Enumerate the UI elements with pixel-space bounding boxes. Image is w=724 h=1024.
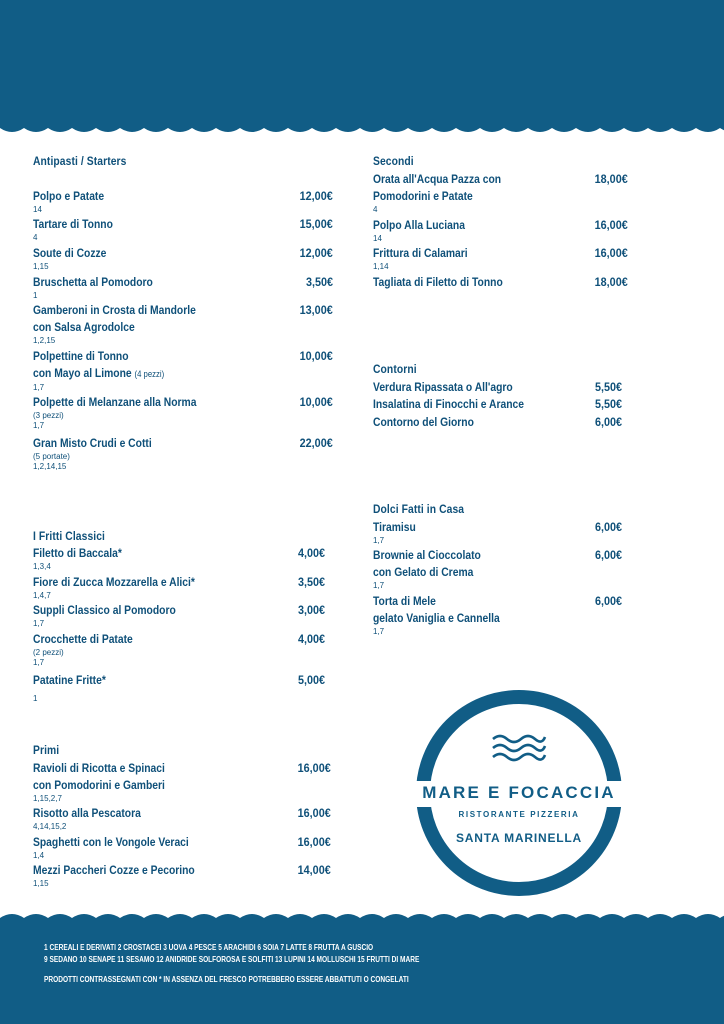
menu-item — [373, 396, 622, 413]
menu-item — [373, 414, 622, 431]
item-price: 3,00€ — [297, 603, 325, 617]
item-name-line2: Pomodorini e Patate — [373, 189, 473, 203]
item-allergens: 1,2,14,15 — [33, 462, 67, 471]
secondi-section — [373, 154, 628, 168]
item-allergens: 1,15,2,7 — [33, 794, 62, 803]
menu-item — [33, 805, 331, 832]
menu-item — [33, 760, 331, 804]
item-price: 5,00€ — [297, 673, 325, 687]
item-portion-note: (5 portate) — [33, 452, 70, 461]
item-price: 16,00€ — [594, 218, 628, 232]
item-name-line2 — [33, 365, 291, 383]
fritti-section — [33, 529, 333, 543]
item-price: 5,50€ — [594, 380, 622, 394]
item-name: Suppli Classico al Pomodoro — [33, 603, 176, 617]
item-name: Polpettine di Tonno — [33, 349, 129, 363]
item-name-line2: con Salsa Agrodolce — [33, 320, 135, 334]
menu-item — [33, 602, 325, 629]
item-name: Risotto alla Pescatora — [33, 806, 141, 820]
item-allergens: 1,7 — [33, 421, 45, 430]
header-band — [0, 0, 724, 128]
menu-item — [33, 631, 325, 668]
item-portion-note: (2 pezzi) — [33, 648, 64, 657]
item-name: Insalatina di Finocchi e Arance — [373, 397, 525, 411]
logo-subtitle: RISTORANTE PIZZERIA — [458, 810, 580, 819]
item-name: Mezzi Paccheri Cozze e Pecorino — [33, 863, 195, 877]
menu-item — [33, 348, 333, 393]
item-price: 13,00€ — [299, 303, 333, 317]
menu-item — [33, 574, 325, 601]
item-price: 16,00€ — [297, 835, 331, 849]
waves-icon — [491, 733, 547, 763]
menu-item — [33, 394, 333, 431]
item-allergens: 1,14 — [373, 262, 389, 271]
menu-item — [33, 672, 325, 704]
dolci-section — [373, 502, 628, 516]
item-name: Polpo Alla Luciana — [373, 218, 465, 232]
item-name: Filetto di Baccala* — [33, 546, 122, 560]
item-name: Frittura di Calamari — [373, 246, 468, 260]
item-price: 18,00€ — [594, 172, 628, 186]
item-price: 6,00€ — [594, 548, 622, 562]
menu-item — [373, 519, 622, 546]
item-price: 16,00€ — [594, 246, 628, 260]
menu-item — [373, 593, 622, 637]
antipasti-section — [33, 154, 333, 168]
item-allergens: 1,7 — [373, 581, 385, 590]
item-price: 10,00€ — [299, 349, 333, 363]
item-allergens: 1,7 — [373, 536, 385, 545]
item-allergens: 1,2,15 — [33, 336, 56, 345]
item-name: Fiore di Zucca Mozzarella e Alici* — [33, 575, 195, 589]
item-allergens: 1,7 — [33, 619, 45, 628]
menu-item — [373, 547, 622, 591]
item-allergens: 1,4 — [33, 851, 45, 860]
item-name: Verdura Ripassata o All'agro — [373, 380, 513, 394]
item-name: Contorno del Giorno — [373, 415, 474, 429]
item-name: Ravioli di Ricotta e Spinaci — [33, 761, 165, 775]
item-allergens: 1,4,7 — [33, 591, 51, 600]
item-name-line2: gelato Vaniglia e Cannella — [373, 611, 500, 625]
item-price: 4,00€ — [297, 632, 325, 646]
menu-item — [33, 834, 331, 861]
item-name-line2: con Pomodorini e Gamberi — [33, 778, 165, 792]
item-allergens: 4 — [373, 205, 378, 214]
item-portion-note: (4 pezzi) — [134, 369, 165, 379]
item-name: Crocchette di Patate — [33, 632, 133, 646]
item-name: Spaghetti con le Vongole Veraci — [33, 835, 189, 849]
menu-item — [33, 274, 333, 301]
item-portion-note: (3 pezzi) — [33, 411, 64, 420]
item-name: Tiramisu — [373, 520, 416, 534]
item-name: Gamberoni in Crosta di Mandorle — [33, 303, 196, 317]
restaurant-logo — [415, 689, 623, 897]
secondi-title: Secondi — [373, 154, 414, 168]
item-price: 5,50€ — [594, 397, 622, 411]
menu-item — [373, 217, 628, 244]
dolci-title: Dolci Fatti in Casa — [373, 502, 465, 516]
logo-name: MARE E FOCACCIA — [422, 783, 616, 802]
item-allergens: 4 — [33, 233, 38, 242]
item-price: 4,00€ — [297, 546, 325, 560]
item-allergens: 1,3,4 — [33, 562, 51, 571]
item-name: Orata all'Acqua Pazza con — [373, 172, 502, 186]
item-allergens: 1,7 — [33, 383, 45, 392]
bottom-wave-border — [0, 910, 724, 926]
item-price: 14,00€ — [297, 863, 331, 877]
frozen-notice: PRODOTTI CONTRASSEGNATI CON * IN ASSENZA DEL FRESCO POTREBBERO ESSERE ABBATTUTI O CONGELATI — [44, 975, 409, 984]
item-name: Brownie al Cioccolato — [373, 548, 481, 562]
item-price: 12,00€ — [299, 246, 333, 260]
allergen-legend-line1: 1 CEREALI E DERIVATI 2 CROSTACEI 3 UOVA 4 PESCE 5 ARACHIDI 6 SOIA 7 LATTE 8 FRUTTA A GUSCIO — [44, 943, 374, 952]
item-allergens: 4,14,15,2 — [33, 822, 67, 831]
contorni-title: Contorni — [373, 362, 417, 376]
item-name: Tagliata di Filetto di Tonno — [373, 275, 503, 289]
item-name: Gran Misto Crudi e Cotti — [33, 436, 152, 450]
item-allergens: 1,15 — [33, 262, 49, 271]
menu-item — [33, 245, 333, 272]
contorni-section — [373, 362, 628, 376]
item-name: Polpo e Patate — [33, 189, 105, 203]
item-allergens: 14 — [33, 205, 42, 214]
item-price: 6,00€ — [594, 520, 622, 534]
top-wave-border — [0, 120, 724, 136]
menu-item — [373, 379, 622, 396]
menu-item — [33, 435, 333, 472]
item-price: 16,00€ — [297, 806, 331, 820]
item-allergens: 14 — [373, 234, 382, 243]
item-price: 18,00€ — [594, 275, 628, 289]
item-price: 3,50€ — [305, 275, 333, 289]
allergen-legend-line2: 9 SEDANO 10 SENAPE 11 SESAMO 12 ANIDRIDE SOLFOROSA E SOLFITI 13 LUPINI 14 MOLLUSCHI 15 FRUTTI DI MARE — [44, 955, 420, 964]
item-price: 10,00€ — [299, 395, 333, 409]
item-allergens: 1,7 — [33, 658, 45, 667]
item-allergens: 1 — [33, 291, 38, 300]
menu-item — [373, 245, 628, 272]
item-name: Polpette di Melanzane alla Norma — [33, 395, 197, 409]
item-price: 22,00€ — [299, 436, 333, 450]
item-price: 3,50€ — [297, 575, 325, 589]
primi-section — [33, 743, 333, 757]
item-name: Bruschetta al Pomodoro — [33, 275, 153, 289]
fritti-title: I Fritti Classici — [33, 529, 106, 543]
item-name: Torta di Mele — [373, 594, 436, 608]
item-name-line2: con Gelato di Crema — [373, 565, 474, 579]
item-allergens: 1,15 — [33, 879, 49, 888]
item-price: 6,00€ — [594, 415, 622, 429]
antipasti-title: Antipasti / Starters — [33, 154, 127, 168]
item-name: Tartare di Tonno — [33, 217, 113, 231]
primi-title: Primi — [33, 743, 60, 757]
item-name: Soute di Cozze — [33, 246, 107, 260]
menu-item — [373, 171, 628, 215]
item-name-text: con Mayo al Limone — [33, 366, 132, 380]
logo-location: SANTA MARINELLA — [456, 831, 582, 845]
item-allergens: 1,7 — [373, 627, 385, 636]
menu-item — [33, 862, 331, 889]
menu-item — [33, 302, 333, 346]
item-allergens: 1 — [33, 694, 38, 703]
item-price: 16,00€ — [297, 761, 331, 775]
menu-item — [373, 274, 628, 291]
item-name: Patatine Fritte* — [33, 673, 106, 687]
menu-item — [33, 216, 333, 243]
menu-item — [33, 188, 333, 215]
item-price: 12,00€ — [299, 189, 333, 203]
footer-band — [0, 918, 724, 1024]
item-price: 15,00€ — [299, 217, 333, 231]
item-price: 6,00€ — [594, 594, 622, 608]
menu-item — [33, 545, 325, 572]
